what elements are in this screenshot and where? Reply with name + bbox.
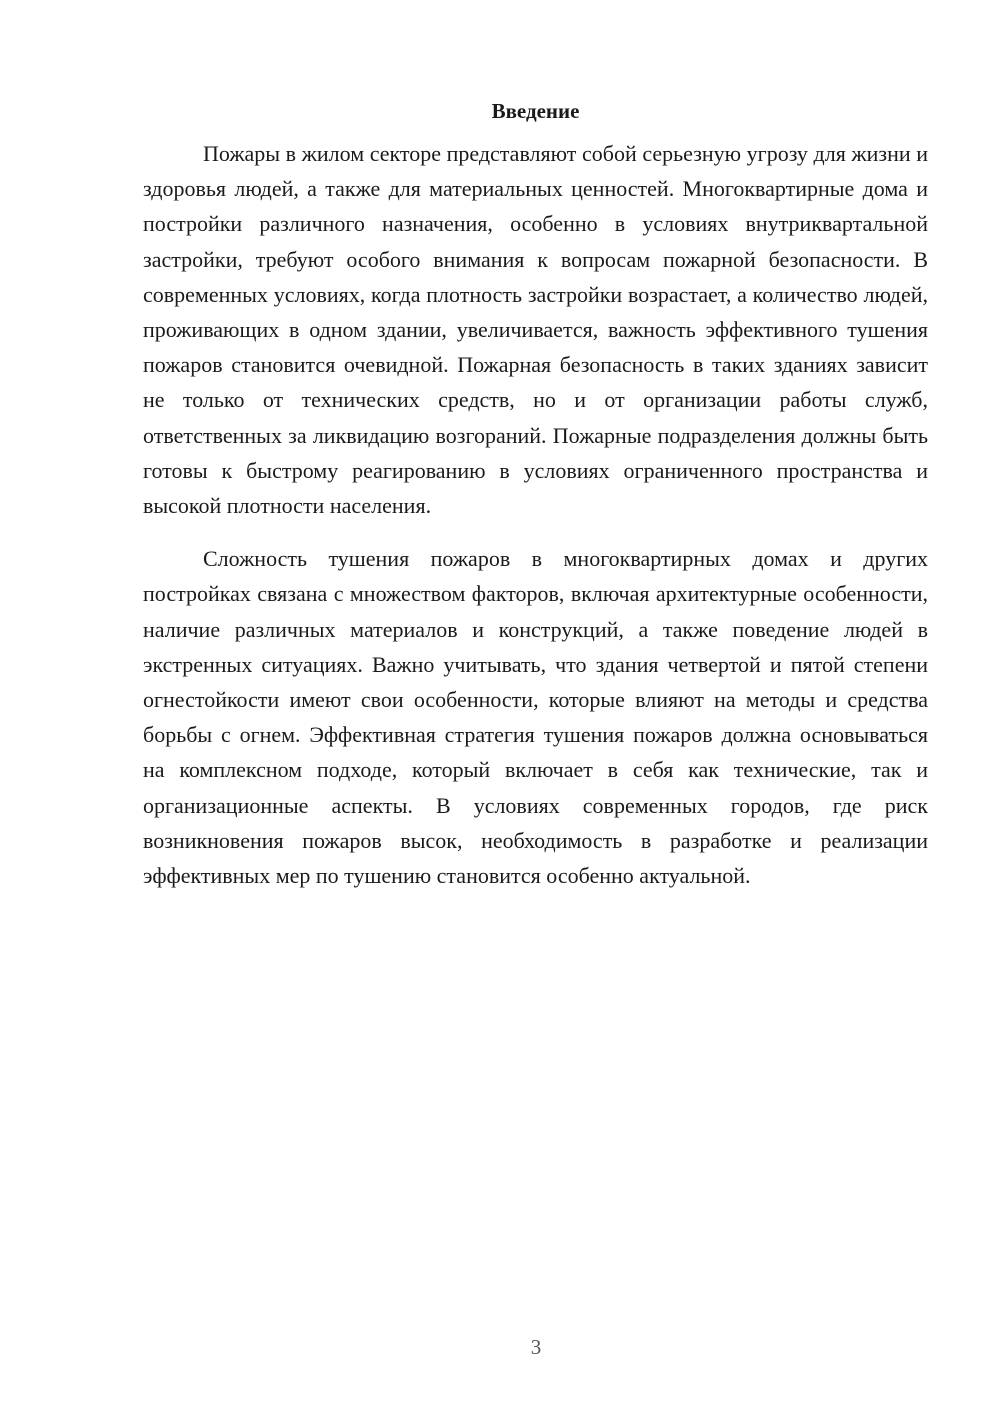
section-heading: Введение	[491, 99, 580, 123]
paragraph-2: Сложность тушения пожаров в многоквартирных домах и других постройках связана с множеством факторов, включая архитектурные особенности, наличие различных материалов и конструкций, а также поведение людей в экстренных ситуациях. Важно учитывать, что здания четвертой и пятой степени огнестойкости имеют свои особенности, которые влияют на методы и средства борьбы с огнем. Эффективная стратегия тушения пожаров должна основываться на комплексном подходе, который включает в себя как технические, так и организационные аспекты. В условиях современных городов, где риск возникновения пожаров высок, необходимость в разработке и реализации эффективных мер по тушению становится особенно актуальной.	[143, 546, 928, 889]
page-number: 3	[530, 1335, 542, 1359]
paragraph-1: Пожары в жилом секторе представляют собой серьезную угрозу для жизни и здоровья людей, а также для материальных ценностей. Многоквартирные дома и постройки различного назначения, особенно в условиях внутриквартальной застройки, требуют особого внимания к вопросам пожарной безопасности. В современных условиях, когда плотность застройки возрастает, а количество людей, проживающих в одном здании, увеличивается, важность эффективного тушения пожаров становится очевидной. Пожарная безопасность в таких зданиях зависит не только от технических средств, но и от организации работы служб, ответственных за ликвидацию возгораний. Пожарные подразделения должны быть готовы к быстрому реагированию в условиях ограниченного пространства и высокой плотности населения.	[143, 141, 928, 519]
page-content	[143, 96, 928, 893]
